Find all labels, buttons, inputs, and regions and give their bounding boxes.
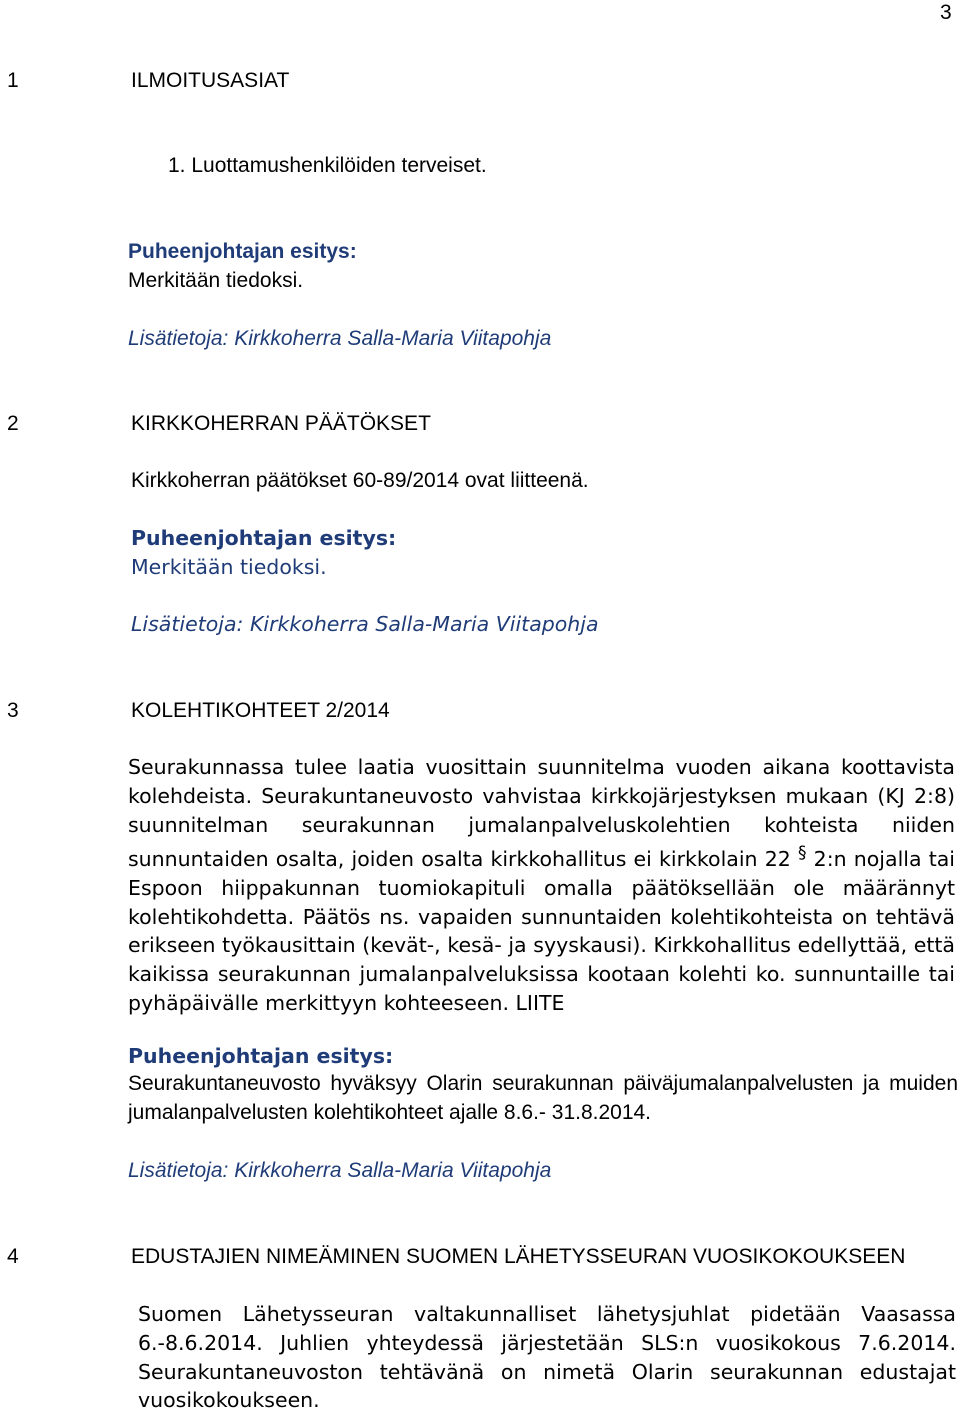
section-2-proposal-text: Merkitään tiedoksi.	[131, 555, 327, 579]
section-1-title: ILMOITUSASIAT	[131, 69, 290, 92]
page-number: 3	[940, 1, 952, 24]
section-4-body: Suomen Lähetysseuran valtakunnalliset lähetysjuhlat pidetään Vaasassa 6.-8.6.2014. Juhlien yhteydessä järjestetään SLS:n vuosikokous 7.6.2014. Seurakuntaneuvoston tehtävänä on nimetä Olarin seurakunnan edustajat vuosikokoukseen.	[138, 1302, 956, 1413]
section-3-body-part1: Seurakunnassa tulee laatia vuosittain suunnitelma vuoden aikana koottavista kolehdeista. Seurakuntaneuvosto vahvistaa kirkkojärjestyksen mukaan (KJ 2:8) suunnitelman seurakunnan jumalanpalveluskolehtien kohteista niiden sunnuntaiden osalta, joiden osalta kirkkohallitus ei kirkkolain 22	[128, 755, 955, 872]
section-sign: §	[797, 843, 807, 864]
section-1-info: Lisätietoja: Kirkkoherra Salla-Maria Viitapohja	[128, 327, 552, 350]
section-3-proposal-text: Seurakuntaneuvosto hyväksyy Olarin seurakunnan päiväjumalanpalvelusten ja muiden jumalanpalvelusten kolehtikohteet ajalle 8.6.- 31.8.2014.	[128, 1072, 958, 1124]
section-1-item: 1. Luottamushenkilöiden terveiset.	[168, 154, 487, 177]
section-3-number: 3	[7, 699, 19, 722]
section-2-info: Lisätietoja: Kirkkoherra Salla-Maria Viitapohja	[131, 612, 599, 636]
section-1-number: 1	[7, 69, 19, 92]
section-2-proposal-heading: Puheenjohtajan esitys:	[131, 526, 397, 550]
section-3-title: KOLEHTIKOHTEET 2/2014	[131, 699, 390, 722]
section-4-number: 4	[7, 1245, 19, 1268]
section-3-body	[128, 753, 955, 1018]
section-2-title: KIRKKOHERRAN PÄÄTÖKSET	[131, 412, 431, 435]
section-1-proposal-text: Merkitään tiedoksi.	[128, 269, 304, 292]
section-2-body: Kirkkoherran päätökset 60-89/2014 ovat liitteenä.	[131, 469, 589, 492]
section-2-number: 2	[7, 412, 19, 435]
section-4-title: EDUSTAJIEN NIMEÄMINEN SUOMEN LÄHETYSSEURAN VUOSIKOKOUKSEEN	[131, 1245, 906, 1268]
section-3-proposal-heading: Puheenjohtajan esitys:	[128, 1044, 394, 1068]
section-1-proposal-heading: Puheenjohtajan esitys:	[128, 240, 357, 263]
section-3-info: Lisätietoja: Kirkkoherra Salla-Maria Viitapohja	[128, 1159, 552, 1182]
section-3-body-part2: 2:n nojalla tai Espoon hiippakunnan tuomiokapituli omalla päätöksellään ole määrännyt kolehtikohdetta. Päätös ns. vapaiden sunnuntaiden kolehtikohteista on tehtävä erikseen työkausittain (kevät-, kesä- ja syyskausi). Kirkkohallitus edellyttää, että kaikissa seurakunnan jumalanpalveluksissa kootaan kolehti ko. sunnuntaille tai pyhäpäivälle merkittyyn kohteeseen. LIITE	[128, 847, 955, 1015]
